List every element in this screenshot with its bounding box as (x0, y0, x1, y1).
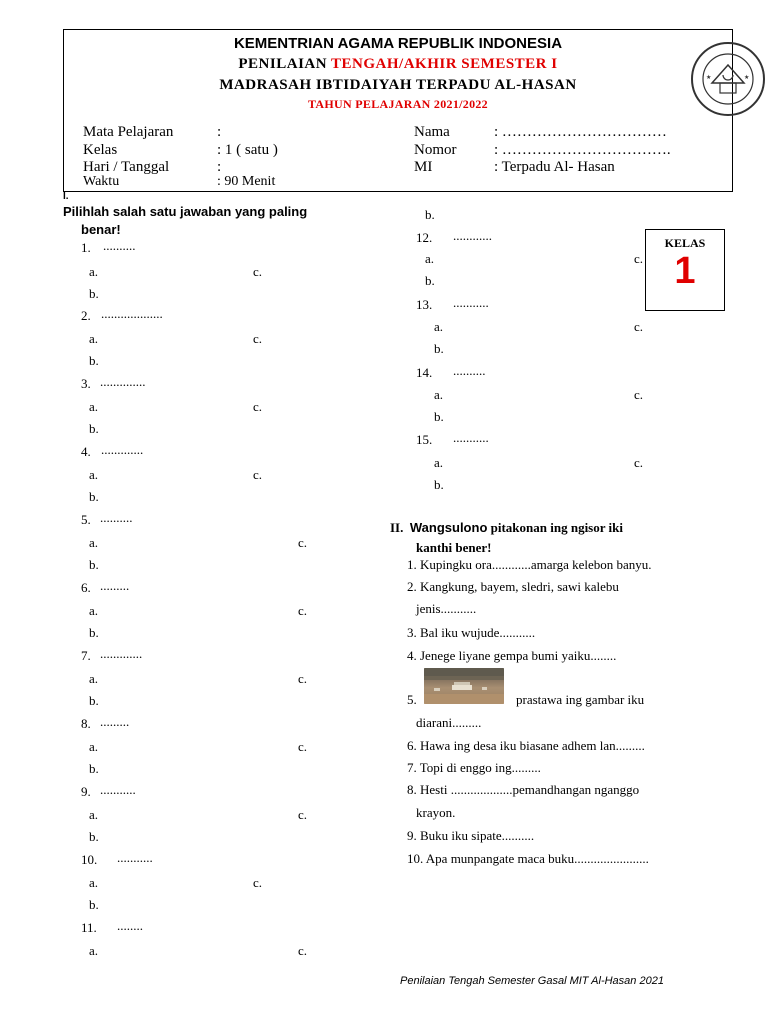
question-15-option-c: c. (634, 455, 644, 470)
question-9-number: 9. (81, 784, 91, 799)
field-value-name: : …………………………… (494, 124, 667, 140)
question-4-option-a: a. (89, 467, 99, 482)
academic-year: TAHUN PELAJARAN 2021/2022 (308, 97, 488, 111)
question-2-option-a: a. (89, 331, 99, 346)
question-1-option-a: a. (89, 264, 99, 279)
section2-number: II. (390, 520, 404, 535)
question-7-blank: ............. (100, 646, 143, 661)
question-11-option-a: a. (89, 943, 99, 958)
question-12-option-a: a. (425, 251, 435, 266)
question-8-option-a: a. (89, 739, 99, 754)
question-1-blank: .......... (103, 238, 136, 253)
question-15-number: 15. (416, 432, 433, 447)
exam-title (63, 56, 733, 73)
field-value-time: : 90 Menit (217, 174, 276, 189)
question-11-option-b: b. (425, 207, 435, 222)
field-label-time: Waktu (83, 174, 120, 189)
question-6-option-c: c. (298, 603, 308, 618)
section2-title-rest: pitakonan ing ngisor iki (487, 520, 623, 535)
section2-title-line2: kanthi bener! (416, 540, 492, 555)
question-4-option-c: c. (253, 467, 263, 482)
essay-item-10: 10. Apa munpangate maca buku....................... (407, 851, 649, 866)
question-4-option-b: b. (89, 489, 99, 504)
essay-item-1: 1. Kupingku ora............amarga kelebon banyu. (407, 557, 652, 572)
question-14-number: 14. (416, 365, 433, 380)
question-1-option-b: b. (89, 286, 99, 301)
question-14-option-a: a. (434, 387, 444, 402)
question-12-blank: ............ (453, 228, 492, 243)
question-9-option-c: c. (298, 807, 308, 822)
essay-item-6: 6. Hawa ing desa iku biasane adhem lan......... (407, 738, 645, 753)
question-8-option-c: c. (298, 739, 308, 754)
question-11-number: 11. (81, 920, 97, 935)
question-6-option-a: a. (89, 603, 99, 618)
question-8-option-b: b. (89, 761, 99, 776)
question-11-option-c: c. (298, 943, 308, 958)
field-value-date: : (217, 159, 222, 175)
field-value-subject: : (217, 124, 222, 140)
section2-title-sans: Wangsulono (409, 520, 488, 535)
question-5-option-b: b. (89, 557, 99, 572)
essay-item-5-text: prastawa ing gambar iku (516, 692, 645, 707)
question-3-option-c: c. (253, 399, 263, 414)
flood-photo (424, 668, 504, 704)
question-6-blank: ......... (100, 578, 130, 593)
question-5-option-c: c. (298, 535, 308, 550)
question-5-option-a: a. (89, 535, 99, 550)
question-15-option-b: b. (434, 477, 444, 492)
field-label-name: Nama (414, 124, 450, 140)
question-8-blank: ......... (100, 714, 130, 729)
question-6-option-b: b. (89, 625, 99, 640)
ministry-title: KEMENTRIAN AGAMA REPUBLIK INDONESIA (233, 35, 563, 52)
essay-item-2-cont: jenis........... (416, 601, 477, 616)
essay-item-3: 3. Bal iku wujude........... (407, 625, 536, 640)
essay-item-2: 2. Kangkung, bayem, sledri, sawi kalebu (407, 579, 619, 594)
class-box-label: KELAS (664, 236, 706, 250)
question-11-blank: ........ (117, 918, 143, 933)
question-9-blank: ........... (100, 782, 136, 797)
question-1-option-c: c. (253, 264, 263, 279)
essay-item-9: 9. Buku iku sipate.......... (407, 828, 535, 843)
question-15-blank: ........... (453, 430, 489, 445)
section1-instruction: Pilihlah salah satu jawaban yang paling (63, 204, 308, 219)
svg-text:★: ★ (706, 74, 712, 81)
question-3-number: 3. (81, 376, 91, 391)
school-name: MADRASAH IBTIDAIYAH TERPADU AL-HASAN (219, 77, 577, 93)
question-2-number: 2. (81, 308, 91, 323)
field-label-class: Kelas (83, 142, 118, 158)
field-label-mi: MI (414, 159, 433, 175)
section1-number: I. (63, 191, 69, 202)
essay-item-5-num: 5. (407, 692, 417, 707)
question-13-blank: ........... (453, 295, 489, 310)
field-value-mi: : Terpadu Al- Hasan (494, 159, 615, 175)
question-9-option-b: b. (89, 829, 99, 844)
question-1-number: 1. (81, 240, 91, 255)
field-value-number: : ……………………………. (494, 142, 671, 158)
question-10-option-a: a. (89, 875, 99, 890)
question-2-option-b: b. (89, 353, 99, 368)
question-9-option-a: a. (89, 807, 99, 822)
question-7-option-c: c. (298, 671, 308, 686)
question-2-option-c: c. (253, 331, 263, 346)
class-box (645, 229, 725, 311)
class-box-number: 1 (674, 250, 696, 292)
exam-title-red: TENGAH/AKHIR SEMESTER I (331, 56, 558, 72)
essay-item-8: 8. Hesti ...................pemandhangan nganggo (407, 782, 640, 797)
question-14-option-c: c. (634, 387, 644, 402)
field-label-subject: Mata Pelajaran (83, 124, 174, 140)
essay-item-8-cont: krayon. (416, 805, 456, 820)
question-5-blank: .......... (100, 510, 133, 525)
question-14-option-b: b. (434, 409, 444, 424)
section1-instruction-line2: benar! (81, 222, 121, 237)
question-5-number: 5. (81, 512, 91, 527)
svg-text:★: ★ (744, 74, 750, 81)
question-3-option-a: a. (89, 399, 99, 414)
question-13-number: 13. (416, 297, 433, 312)
question-6-number: 6. (81, 580, 91, 595)
field-label-date: Hari / Tanggal (83, 159, 170, 175)
question-12-option-b: b. (425, 273, 435, 288)
question-8-number: 8. (81, 716, 91, 731)
question-3-option-b: b. (89, 421, 99, 436)
question-12-option-c: c. (634, 251, 644, 266)
question-10-option-c: c. (253, 875, 263, 890)
page-footer: Penilaian Tengah Semester Gasal MIT Al-Hasan 2021 (400, 975, 664, 987)
question-4-number: 4. (81, 444, 91, 459)
field-label-number: Nomor (414, 142, 457, 158)
question-13-option-b: b. (434, 341, 444, 356)
question-10-number: 10. (81, 852, 98, 867)
question-4-blank: ............. (101, 442, 144, 457)
essay-item-7: 7. Topi di enggo ing......... (407, 760, 541, 775)
school-logo (690, 41, 766, 117)
question-10-blank: ........... (117, 850, 153, 865)
question-3-blank: .............. (100, 374, 146, 389)
exam-title-prefix: PENILAIAN (238, 56, 332, 72)
question-2-blank: ................... (101, 306, 163, 321)
essay-item-5-cont: diarani......... (416, 715, 482, 730)
question-7-option-a: a. (89, 671, 99, 686)
question-13-option-a: a. (434, 319, 444, 334)
question-7-number: 7. (81, 648, 91, 663)
question-13-option-c: c. (634, 319, 644, 334)
field-value-class: : 1 ( satu ) (217, 142, 278, 158)
question-15-option-a: a. (434, 455, 444, 470)
question-10-option-b: b. (89, 897, 99, 912)
question-14-blank: .......... (453, 363, 486, 378)
essay-item-4: 4. Jenege liyane gempa bumi yaiku........ (407, 648, 617, 663)
question-7-option-b: b. (89, 693, 99, 708)
question-12-number: 12. (416, 230, 433, 245)
section2-title (390, 520, 623, 536)
